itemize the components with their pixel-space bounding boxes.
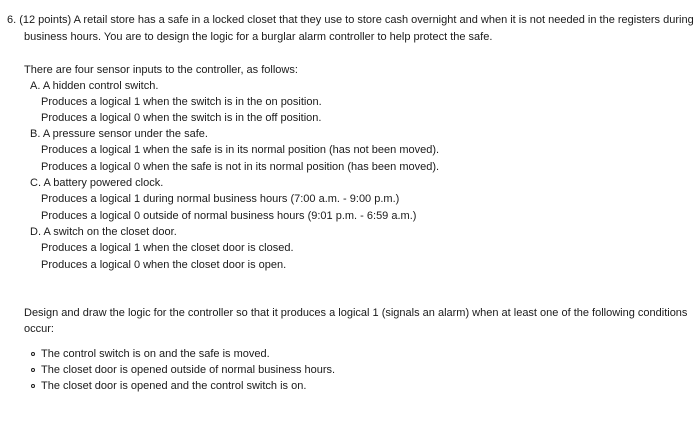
sensor-d-line-2: Produces a logical 0 when the closet door is open. — [41, 259, 287, 271]
bullet-circle-icon — [31, 384, 35, 388]
sensor-a-title: A. A hidden control switch. — [30, 80, 159, 92]
sensor-c-title: C. A battery powered clock. — [30, 177, 164, 189]
sensor-c-line-1: Produces a logical 1 during normal business hours (7:00 a.m. - 9:00 p.m.) — [41, 193, 400, 205]
condition-2: The closet door is opened outside of normal business hours. — [41, 364, 336, 376]
sensor-d-line-1: Produces a logical 1 when the closet door is closed. — [41, 242, 294, 254]
sensor-b-title: B. A pressure sensor under the safe. — [30, 128, 208, 140]
condition-3: The closet door is opened and the control switch is on. — [41, 380, 307, 392]
sensor-d-title: D. A switch on the closet door. — [30, 226, 177, 238]
design-instructions-line-2: occur: — [24, 323, 54, 335]
question-intro-line-1: 6. (12 points) A retail store has a safe in a locked closet that they use to store cash overnight and when it is not needed in the registers during — [7, 14, 694, 26]
design-instructions-line-1: Design and draw the logic for the controller so that it produces a logical 1 (signals an alarm) when at least one of the following conditions — [24, 307, 688, 319]
bullet-circle-icon — [31, 368, 35, 372]
sensor-a-line-2: Produces a logical 0 when the switch is in the off position. — [41, 112, 322, 124]
condition-1: The control switch is on and the safe is moved. — [41, 348, 270, 360]
sensors-heading: There are four sensor inputs to the controller, as follows: — [24, 64, 298, 76]
bullet-circle-icon — [31, 352, 35, 356]
question-intro-line-2: business hours. You are to design the logic for a burglar alarm controller to help protect the safe. — [24, 31, 493, 43]
sensor-b-line-2: Produces a logical 0 when the safe is not in its normal position (has been moved). — [41, 161, 440, 173]
sensor-b-line-1: Produces a logical 1 when the safe is in its normal position (has not been moved). — [41, 144, 440, 156]
sensor-c-line-2: Produces a logical 0 outside of normal business hours (9:01 p.m. - 6:59 a.m.) — [41, 210, 417, 222]
sensor-a-line-1: Produces a logical 1 when the switch is in the on position. — [41, 96, 322, 108]
